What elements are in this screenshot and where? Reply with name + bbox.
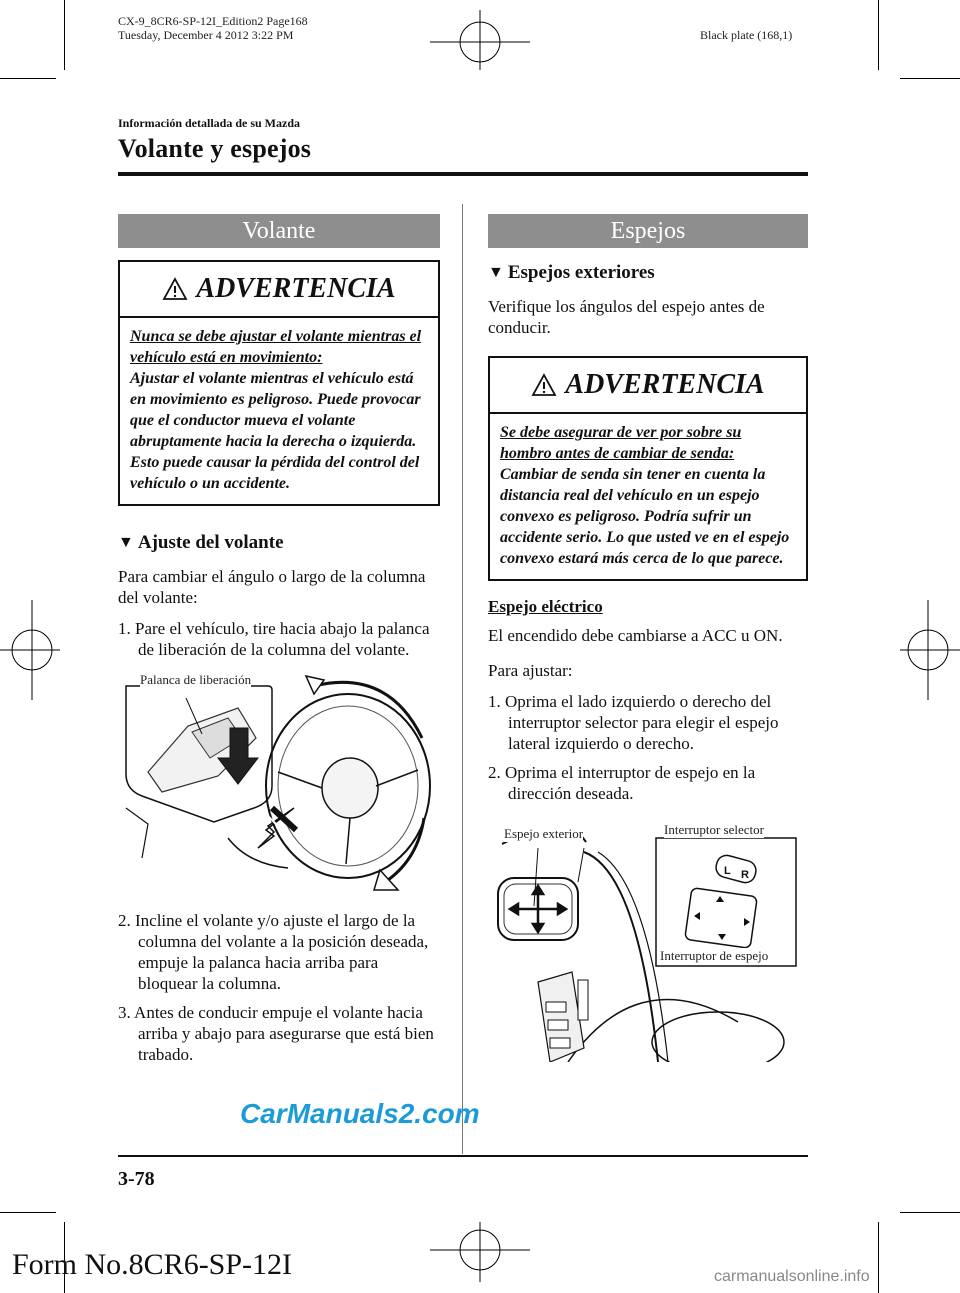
step-2: 2. Oprima el interruptor de espejo en la dirección deseada. — [488, 763, 756, 803]
subheading-espejos-exteriores — [488, 262, 808, 284]
warning-box — [488, 356, 808, 581]
svg-text:R: R — [741, 869, 749, 881]
step-2: 2. Incline el volante y/o ajuste el largo de la columna del volante a la posición deseada, empuje la palanca hacia arriba para bloquear la columna. — [118, 911, 429, 993]
warning-header — [490, 358, 806, 414]
steps-list — [488, 691, 808, 804]
form-number: Form No.8CR6-SP-12I — [12, 1248, 293, 1281]
column-divider — [462, 204, 463, 1154]
section-bar-espejos: Espejos — [488, 214, 808, 248]
steering-figure — [118, 668, 440, 898]
crop-mark — [64, 0, 65, 70]
chapter-title: Volante y espejos — [118, 134, 312, 163]
print-header — [118, 14, 308, 42]
crop-mark — [900, 78, 960, 79]
registration-mark-top — [430, 10, 530, 70]
crop-mark — [878, 0, 879, 70]
warning-title: ADVERTENCIA — [196, 273, 396, 304]
warning-body — [490, 414, 806, 579]
crop-mark — [0, 78, 56, 79]
crop-mark — [0, 1212, 56, 1213]
step-1: 1. Oprima el lado izquierdo o derecho del interruptor selector para elegir el espejo lateral izquierdo o derecho. — [488, 692, 779, 753]
svg-text:L: L — [724, 865, 731, 877]
mirror-label: Espejo exterior — [504, 826, 584, 841]
steering-column-illustration — [118, 668, 440, 898]
electric-mirror-heading: Espejo eléctrico — [488, 597, 603, 616]
mirror-figure — [488, 812, 808, 1062]
mirror-switch-illustration — [488, 812, 808, 1062]
subheading-text: Ajuste del volante — [137, 532, 284, 553]
right-column — [488, 214, 808, 1062]
watermark-footer: carmanualsonline.info — [714, 1268, 870, 1285]
steps-list — [118, 618, 440, 660]
warning-text: Ajustar el volante mientras el vehículo está en movimiento es peligroso. Puede provocar que el conductor mueva el volante abruptamente hacia la derecha o izquierda. Esto puede causar la pérdida del control del vehículo o un accidente. — [130, 370, 421, 492]
mirror-switch-label: Interruptor de espejo — [660, 948, 769, 963]
print-header-date: Tuesday, December 4 2012 3:22 PM — [118, 28, 294, 42]
page-number: 3-78 — [118, 1168, 155, 1190]
warning-lead: Se debe asegurar de ver por sobre su hombro antes de cambiar de senda: — [500, 424, 742, 462]
left-column — [118, 214, 440, 1073]
footer-rule — [118, 1155, 808, 1157]
section-label: Información detallada de su Mazda — [118, 116, 301, 130]
warning-title: ADVERTENCIA — [565, 369, 765, 400]
watermark-carmanuals: CarManuals2.com — [240, 1098, 480, 1129]
section-bar-volante: Volante — [118, 214, 440, 248]
selector-switch-label: Interruptor selector — [664, 822, 764, 837]
print-header-file: CX-9_8CR6-SP-12I_Edition2 Page168 — [118, 14, 308, 28]
registration-mark-bottom — [430, 1222, 530, 1282]
intro-text: Para cambiar el ángulo o largo de la columna del volante: — [118, 567, 426, 607]
warning-body — [120, 318, 438, 504]
triangle-down-icon: ▼ — [488, 264, 504, 281]
warning-triangle-icon — [531, 373, 557, 397]
warning-box — [118, 260, 440, 506]
steps-list-continued — [118, 910, 440, 1065]
plate-label: Black plate (168,1) — [700, 28, 793, 42]
crop-mark — [878, 1222, 879, 1293]
warning-header — [120, 262, 438, 318]
release-lever-label: Palanca de liberación — [140, 672, 252, 687]
warning-triangle-icon — [162, 277, 188, 301]
warning-lead: Nunca se debe ajustar el volante mientras el vehículo está en movimiento: — [130, 328, 422, 366]
electric-mirror-text: El encendido debe cambiarse a ACC u ON. — [488, 626, 783, 645]
registration-mark-right — [900, 600, 960, 700]
registration-mark-left — [0, 600, 60, 700]
step-3: 3. Antes de conducir empuje el volante hacia arriba y abajo para asegurarse que está bien trabado. — [118, 1003, 434, 1064]
warning-text: Cambiar de senda sin tener en cuenta la distancia real del vehículo en un espejo convexo es peligroso. Podría sufrir un accidente serio. Lo que usted ve en el espejo convexo estará más cerca de lo que parece. — [500, 466, 790, 567]
adjust-label: Para ajustar: — [488, 661, 573, 680]
header-rule — [118, 172, 808, 176]
crop-mark — [900, 1212, 960, 1213]
triangle-down-icon: ▼ — [118, 534, 134, 551]
step-1: 1. Pare el vehículo, tire hacia abajo la palanca de liberación de la columna del volante. — [118, 619, 430, 659]
subheading-ajuste — [118, 532, 440, 554]
subheading-text: Espejos exteriores — [507, 262, 655, 283]
intro-text: Verifique los ángulos del espejo antes de conducir. — [488, 297, 765, 337]
